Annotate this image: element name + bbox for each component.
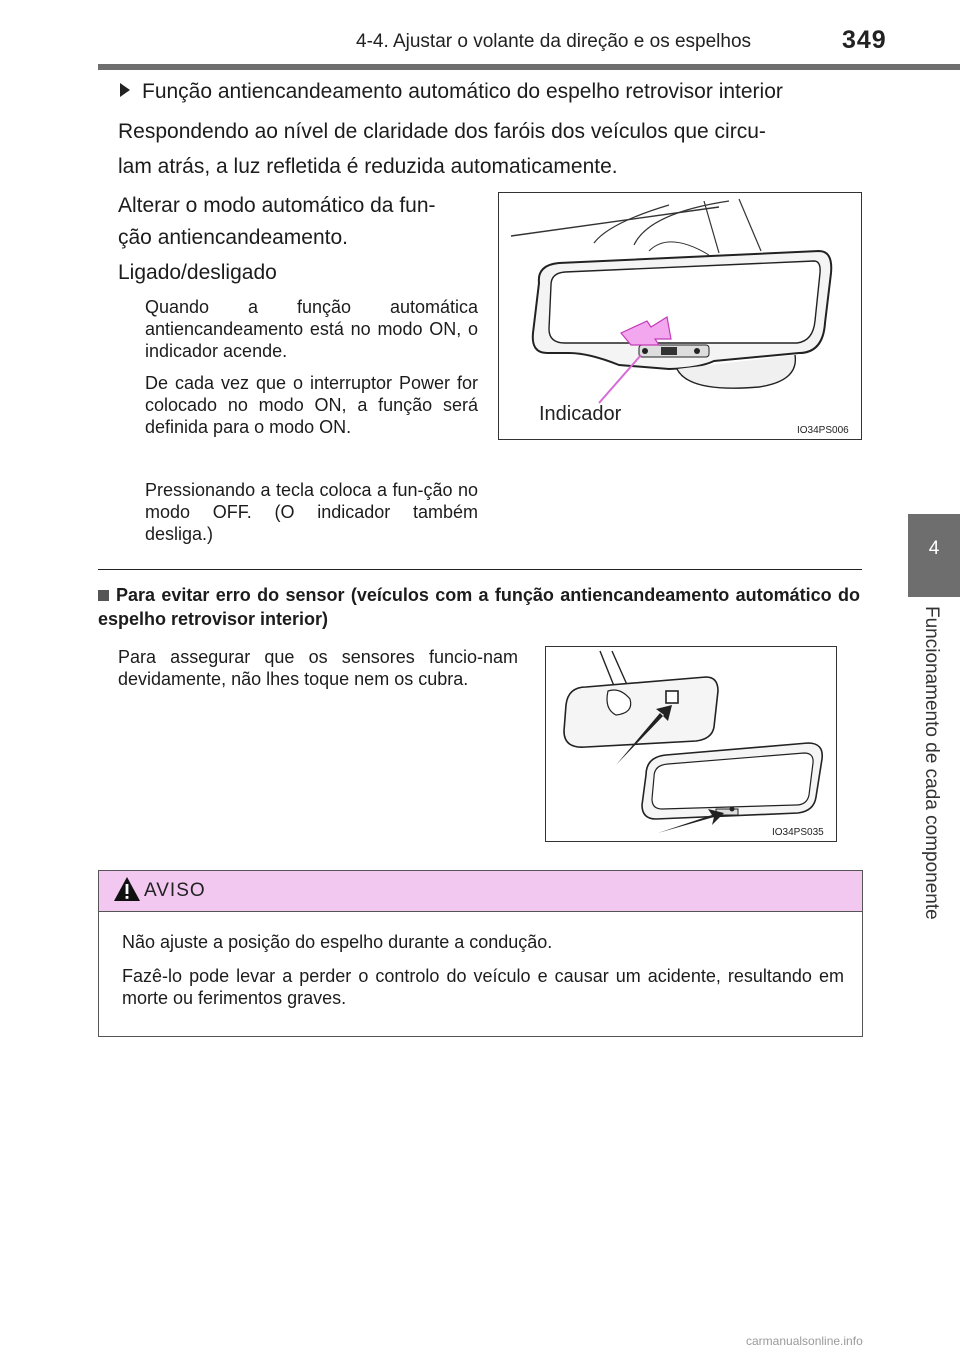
warning-line-2: Fazê-lo pode levar a perder o controlo do veículo e causar um acidente, resultando em morte ou ferimentos graves. bbox=[122, 966, 844, 1008]
header-rule bbox=[98, 64, 960, 70]
mode-line-2: ção antiencandeamento. bbox=[118, 226, 349, 249]
sensor-body: Para assegurar que os sensores funcio-nam devidamente, não lhes toque nem os cubra. bbox=[118, 647, 518, 689]
warning-header bbox=[99, 871, 862, 912]
section-divider bbox=[98, 569, 862, 570]
figure-code: IO34PS035 bbox=[772, 827, 824, 838]
warning-triangle-icon bbox=[113, 876, 141, 902]
square-bullet-icon bbox=[98, 590, 109, 601]
sensor-heading-text: Para evitar erro do sensor (veículos com a função antiencandeamento automático do espelho retrovisor interior) bbox=[98, 585, 860, 629]
feature-heading-text: Função antiencandeamento automático do espelho retrovisor interior bbox=[142, 80, 783, 103]
mirror-figure bbox=[498, 192, 862, 440]
detail-paragraph-3: Pressionando a tecla coloca a fun-ção no modo OFF. (O indicador também desliga.) bbox=[145, 480, 478, 544]
intro-line-2: lam atrás, a luz refletida é reduzida automaticamente. bbox=[118, 155, 618, 178]
mode-line-1: Alterar o modo automático da fun- bbox=[118, 194, 436, 217]
figure-code: IO34PS006 bbox=[797, 425, 849, 436]
chapter-number: 4 bbox=[928, 538, 940, 559]
intro-line-1: Respondendo ao nível de claridade dos faróis dos veículos que circu- bbox=[118, 120, 766, 143]
triangle-bullet-icon bbox=[120, 83, 130, 97]
detail-paragraph-2: De cada vez que o interruptor Power for colocado no modo ON, a função será definida para o modo ON. bbox=[145, 373, 478, 437]
page-number: 349 bbox=[842, 26, 887, 54]
chapter-label: Funcionamento de cada componente bbox=[921, 606, 942, 920]
on-off-label: Ligado/desligado bbox=[118, 261, 277, 284]
warning-title: AVISO bbox=[144, 880, 206, 901]
detail-paragraph-1: Quando a função automática antiencandeamento está no modo ON, o indicador acende. bbox=[145, 297, 478, 361]
sensor-figure bbox=[545, 646, 837, 842]
indicator-callout: Indicador bbox=[539, 403, 622, 425]
footer-watermark: carmanualsonline.info bbox=[746, 1334, 863, 1348]
feature-heading bbox=[120, 74, 860, 109]
sensor-illustration bbox=[546, 647, 836, 841]
warning-line-1: Não ajuste a posição do espelho durante a condução. bbox=[122, 932, 553, 952]
section-title: 4-4. Ajustar o volante da direção e os espelhos bbox=[356, 31, 752, 52]
sensor-heading bbox=[98, 583, 860, 631]
